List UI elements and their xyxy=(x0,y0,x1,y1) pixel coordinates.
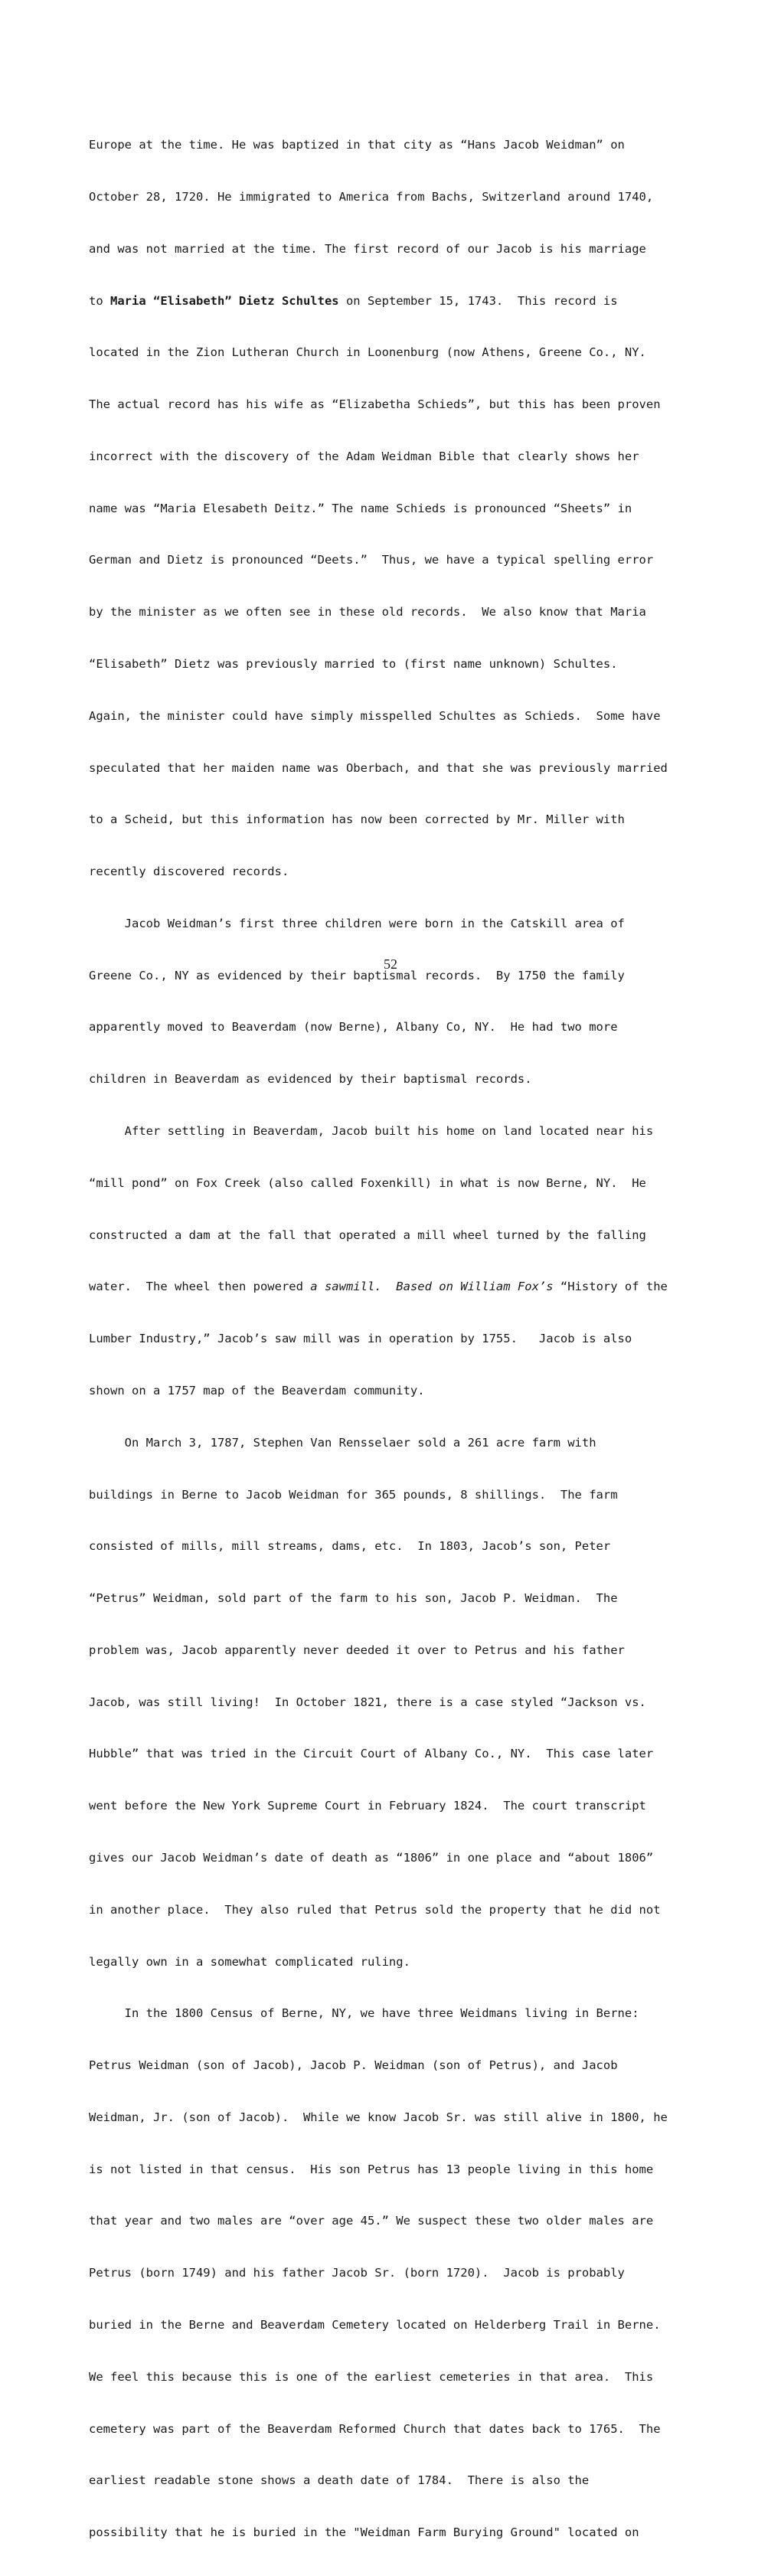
text-line: to a Scheid, but this information has now been corrected by Mr. Miller with xyxy=(89,812,625,827)
text-line: by the minister as we often see in these old records. We also know that Maria xyxy=(89,605,646,619)
italic-text: a sawmill. Based on William Fox’s xyxy=(310,1280,554,1294)
text-line: Hubble” that was tried in the Circuit Court of Albany Co., NY. This case later xyxy=(89,1747,654,1761)
text-line: October 28, 1720. He immigrated to America from Bachs, Switzerland around 1740, xyxy=(89,189,654,204)
text-segment: to xyxy=(89,293,110,308)
body-text xyxy=(89,102,732,2576)
text-line: Again, the minister could have simply misspelled Schultes as Schieds. Some have xyxy=(89,708,661,723)
text-line: problem was, Jacob apparently never deeded it over to Petrus and his father xyxy=(89,1643,625,1657)
text-line: name was “Maria Elesabeth Deitz.” The name Schieds is pronounced “Sheets” in xyxy=(89,501,632,515)
text-line: “Petrus” Weidman, sold part of the farm to his son, Jacob P. Weidman. The xyxy=(89,1591,618,1606)
text-line: apparently moved to Beaverdam (now Berne), Albany Co, NY. He had two more xyxy=(89,1020,618,1035)
text-line: buried in the Berne and Beaverdam Cemetery located on Helderberg Trail in Berne. xyxy=(89,2318,661,2332)
text-line: consisted of mills, mill streams, dams, etc. In 1803, Jacob’s son, Peter xyxy=(89,1539,611,1554)
text-line: On March 3, 1787, Stephen Van Rensselaer sold a 261 acre farm with xyxy=(89,1435,596,1450)
text-line: Jacob, was still living! In October 1821, there is a case styled “Jackson vs. xyxy=(89,1695,646,1709)
text-line: German and Dietz is pronounced “Deets.” Thus, we have a typical spelling error xyxy=(89,553,654,567)
text-line: in another place. They also ruled that Petrus sold the property that he did not xyxy=(89,1902,661,1917)
text-line: earliest readable stone shows a death date of 1784. There is also the xyxy=(89,2473,590,2488)
text-line: children in Beaverdam as evidenced by their baptismal records. xyxy=(89,1072,532,1087)
text-line: constructed a dam at the fall that operated a mill wheel turned by the falling xyxy=(89,1228,646,1242)
text-line: In the 1800 Census of Berne, NY, we have three Weidmans living in Berne: xyxy=(89,2006,639,2021)
text-segment: water. The wheel then powered xyxy=(89,1280,311,1294)
text-line: is not listed in that census. His son Petrus has 13 people living in this home xyxy=(89,2162,654,2176)
text-line: possibility that he is buried in the "Weidman Farm Burying Ground" located on xyxy=(89,2525,639,2540)
text-line: speculated that her maiden name was Oberbach, and that she was previously married xyxy=(89,760,668,775)
text-line: cemetery was part of the Beaverdam Reformed Church that dates back to 1765. The xyxy=(89,2421,661,2436)
text-line: Europe at the time. He was baptized in that city as “Hans Jacob Weidman” on xyxy=(89,138,625,152)
text-line: Petrus (born 1749) and his father Jacob Sr. (born 1720). Jacob is probably xyxy=(89,2266,625,2280)
text-line: incorrect with the discovery of the Adam Weidman Bible that clearly shows her xyxy=(89,449,639,463)
text-line: gives our Jacob Weidman’s date of death as “1806” in one place and “about 1806” xyxy=(89,1850,654,1865)
text-line: “mill pond” on Fox Creek (also called Foxenkill) in what is now Berne, NY. He xyxy=(89,1175,646,1190)
text-line xyxy=(89,1278,732,1296)
page-number: 52 xyxy=(384,956,397,972)
text-line: buildings in Berne to Jacob Weidman for 365 pounds, 8 shillings. The farm xyxy=(89,1487,618,1502)
text-line: “Elisabeth” Dietz was previously married to (first name unknown) Schultes. xyxy=(89,657,618,671)
text-segment: on September 15, 1743. This record is xyxy=(338,293,618,308)
bold-name: Maria “Elisabeth” Dietz Schultes xyxy=(110,293,339,308)
text-line: Lumber Industry,” Jacob’s saw mill was in operation by 1755. Jacob is also xyxy=(89,1332,632,1346)
text-line: The actual record has his wife as “Elizabetha Schieds”, but this has been proven xyxy=(89,397,661,412)
text-line: legally own in a somewhat complicated ruling. xyxy=(89,1954,410,1969)
text-line xyxy=(89,293,732,310)
text-line: We feel this because this is one of the earliest cemeteries in that area. This xyxy=(89,2369,654,2384)
text-line: located in the Zion Lutheran Church in Loonenburg (now Athens, Greene Co., NY. xyxy=(89,345,646,360)
text-line: After settling in Beaverdam, Jacob built his home on land located near his xyxy=(89,1124,654,1139)
text-line: went before the New York Supreme Court in February 1824. The court transcript xyxy=(89,1799,646,1813)
text-line: Weidman, Jr. (son of Jacob). While we know Jacob Sr. was still alive in 1800, he xyxy=(89,2110,668,2124)
text-line: recently discovered records. xyxy=(89,865,289,879)
text-line: Greene Co., NY as evidenced by their baptismal records. By 1750 the family xyxy=(89,968,625,982)
text-segment: “History of the xyxy=(553,1280,668,1294)
text-line: Petrus Weidman (son of Jacob), Jacob P. Weidman (son of Petrus), and Jacob xyxy=(89,2058,618,2073)
text-line: shown on a 1757 map of the Beaverdam community. xyxy=(89,1383,425,1398)
text-line: Jacob Weidman’s first three children were born in the Catskill area of xyxy=(89,916,625,930)
text-line: that year and two males are “over age 45.” We suspect these two older males are xyxy=(89,2214,654,2228)
text-line: and was not married at the time. The first record of our Jacob is his marriage xyxy=(89,241,646,256)
